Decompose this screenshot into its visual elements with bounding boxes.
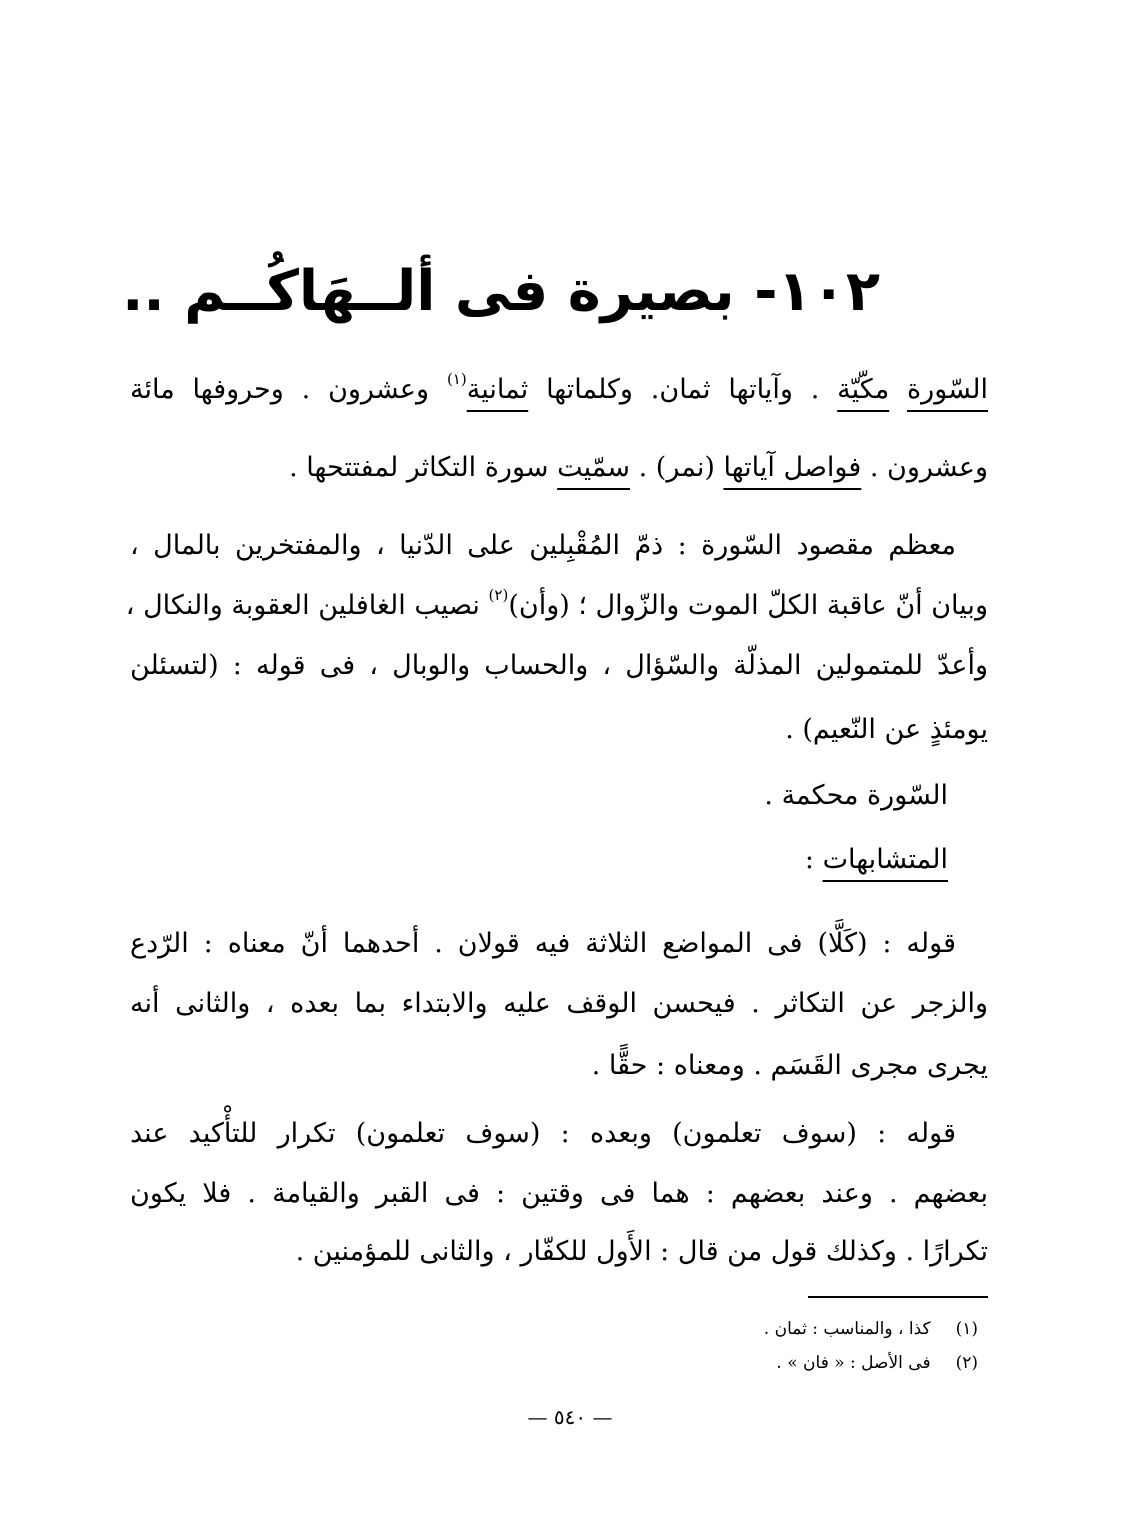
mutashabihat-heading-line [130, 838, 988, 882]
paragraph-3-line-3: يجرى مجرى القَسَم . ومعناه : حقًّا . [591, 1050, 988, 1081]
paragraph-2-line-1: معظم مقصود السّورة : ذمّ المُقْبِلين على الدّنيا ، والمفتخرين بالمال ، [130, 530, 956, 561]
text-run: سورة التكاثر لمفتتحها . [289, 452, 549, 483]
surah-muhkama: السّورة محكمة . [764, 780, 948, 811]
paragraph-1-line-1 [130, 368, 988, 412]
heading-colon: : [804, 844, 814, 875]
footnote-ref-1: (١) [446, 370, 467, 388]
footnote-number: (٢) [955, 1353, 978, 1373]
paragraph-3-line-1: قوله : (كَلَّا) فى المواضع الثلاثة فيه قولان . أحدهما أنّ معناه : الرّدع [130, 928, 956, 959]
text-run: (نمر) . [638, 452, 715, 483]
text-run: . وآياتها ثمان. وكلماتها [546, 374, 820, 405]
underlined-word: مكّيّة [837, 374, 890, 405]
paragraph-4-line-2: بعضهم . وعند بعضهم : هما فى وقتين : فى القبر والقيامة . فلا يكون [130, 1178, 988, 1209]
paragraph-2-line-3: وأعدّ للمتمولين المذلّة والسّؤال ، والحساب والوبال ، فى قوله : (لتسئلن [130, 650, 988, 681]
footnote-number: (١) [955, 1319, 978, 1339]
paragraph-3-line-2: والزجر عن التكاثر . فيحسن الوقف عليه والابتداء بما بعده ، والثانى أنه [130, 988, 988, 1019]
footnote-text: كذا ، والمناسب : ثمان . [763, 1319, 931, 1339]
text-run: وبيان أنّ عاقبة الكلّ الموت والزّوال ؛ (وأن) [508, 590, 988, 621]
underlined-word: سمّيت [557, 452, 631, 483]
page-number: — ٥٤٠ — [527, 1405, 613, 1429]
text-run: وعشرون . [869, 452, 988, 483]
underlined-word: السّورة [907, 374, 988, 405]
chapter-title: ١٠٢- بصيرة فى ألــهَاكُــم .. [122, 259, 880, 324]
text-run: نصيب الغافلين العقوبة والنكال ، [125, 590, 480, 621]
underlined-word: فواصل آياتها [723, 452, 862, 483]
underlined-word: ثمانية [466, 374, 529, 405]
mutashabihat-heading: المتشابهات [822, 844, 948, 875]
footnote-text: فى الأصل : « فان » . [776, 1353, 931, 1373]
paragraph-4-line-3: تكرارًا . وكذلك قول من قال : الأَول للكفّار ، والثانى للمؤمنين . [295, 1236, 988, 1267]
footnote-separator [808, 1296, 988, 1298]
text-run: وعشرون . وحروفها مائة [130, 374, 430, 405]
paragraph-2-line-2 [125, 584, 988, 628]
footnote-ref-2: (٢) [488, 586, 509, 604]
footnote-2 [600, 1350, 978, 1376]
paragraph-4-line-1: قوله : (سوف تعلمون) وبعده : (سوف تعلمون) تكرار للتأْكيد عند [130, 1118, 956, 1149]
paragraph-1-line-2 [130, 446, 988, 490]
paragraph-2-line-4: يومئذٍ عن النّعيم) . [785, 714, 988, 745]
footnote-1 [600, 1316, 978, 1342]
